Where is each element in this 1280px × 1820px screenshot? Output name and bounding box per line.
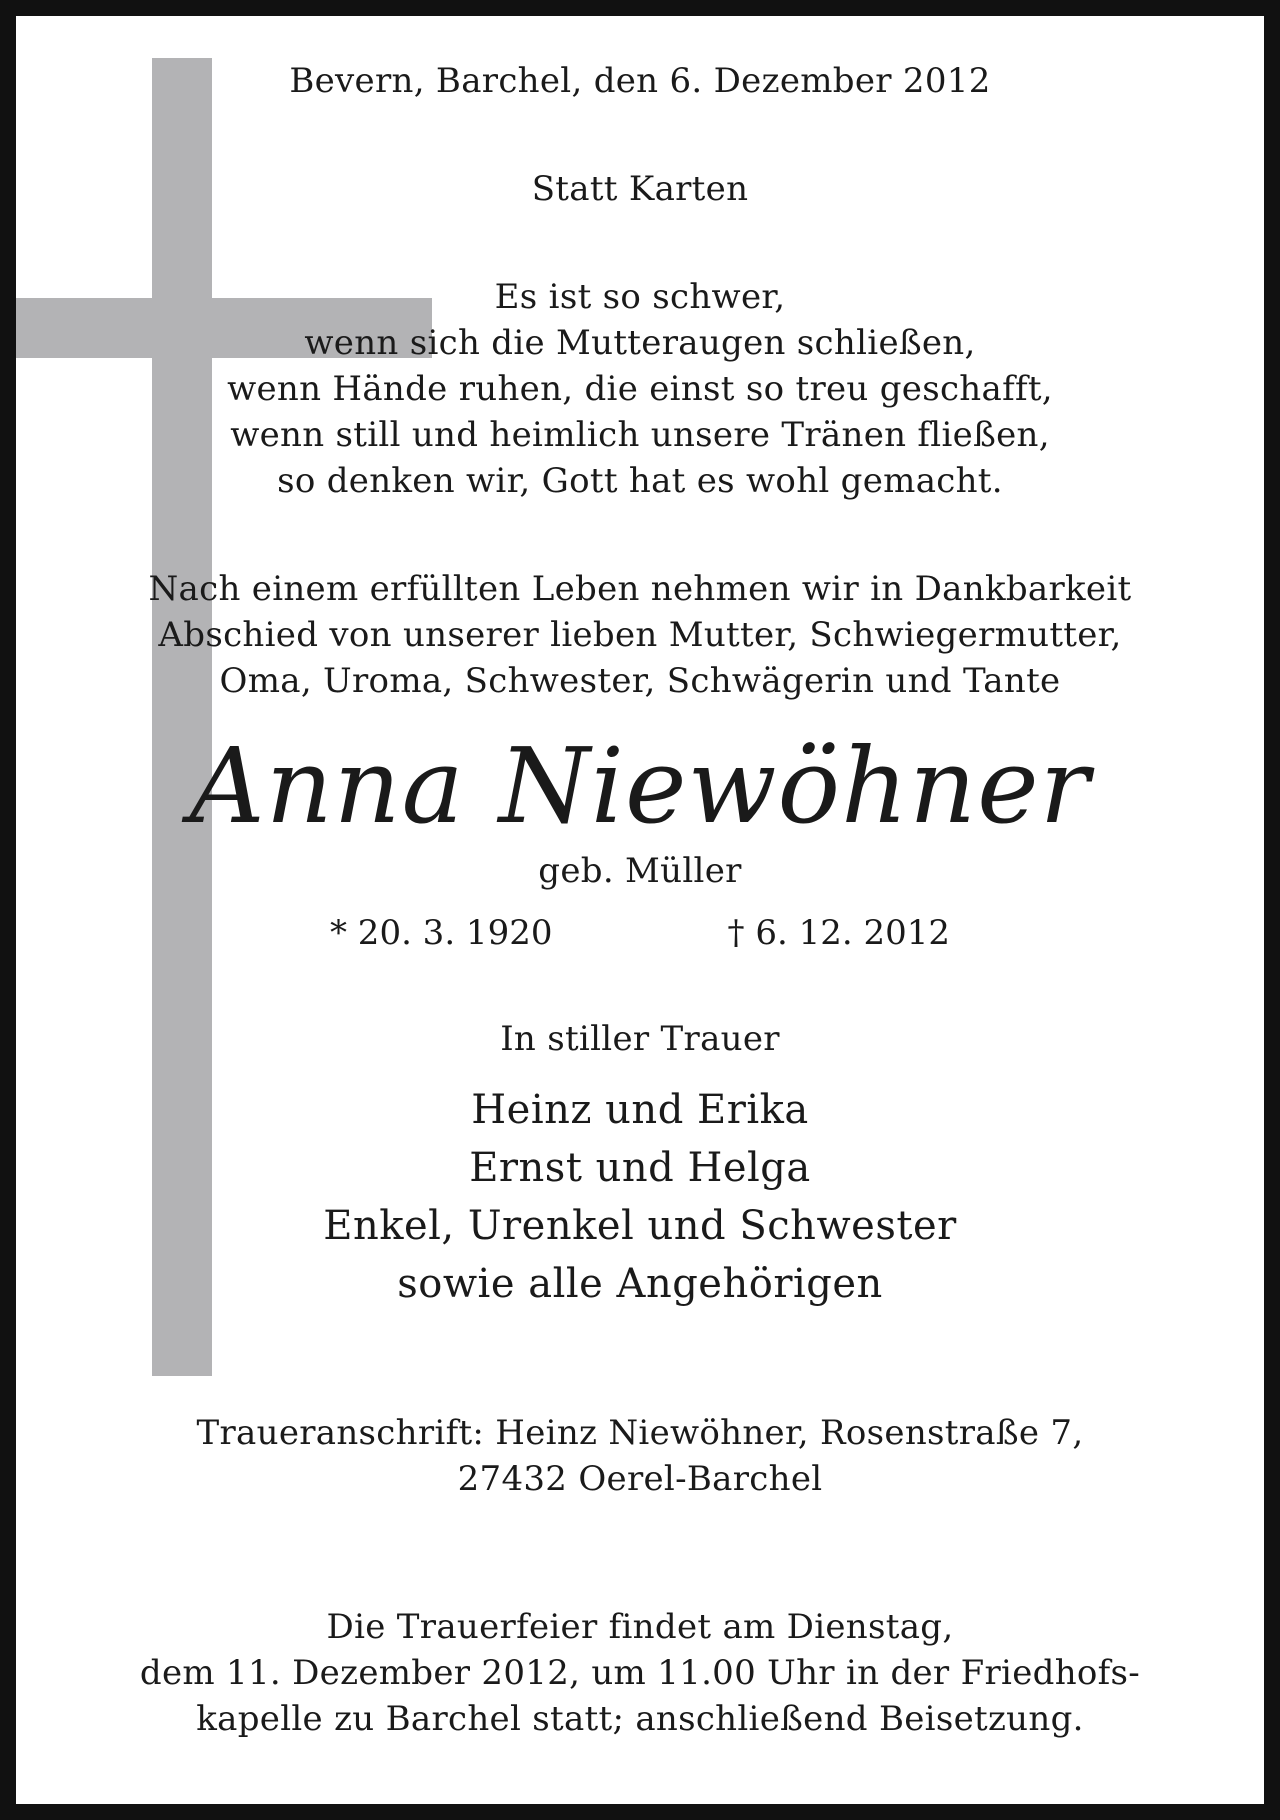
address-line: Traueranschrift: Heinz Niewöhner, Rosenstraße 7, [196, 1413, 1084, 1453]
place-date: Bevern, Barchel, den 6. Dezember 2012 [289, 61, 991, 101]
address-line: 27432 Oerel-Barchel [457, 1459, 823, 1499]
family-line: Ernst und Helga [469, 1145, 811, 1191]
mourning-heading: In stiller Trauer [500, 1019, 780, 1059]
ceremony-line: dem 11. Dezember 2012, um 11.00 Uhr in der Friedhofs- [139, 1653, 1141, 1693]
family-line: Heinz und Erika [471, 1087, 809, 1133]
poem-line: Es ist so schwer, [494, 277, 786, 317]
poem-line: wenn Hände ruhen, die einst so treu geschafft, [227, 369, 1053, 409]
family-line: sowie alle Angehörigen [397, 1261, 883, 1307]
intro-line: Nach einem erfüllten Leben nehmen wir in Dankbarkeit [148, 569, 1132, 609]
intro-line: Abschied von unserer lieben Mutter, Schwiegermutter, [158, 615, 1122, 655]
poem-line: wenn sich die Mutteraugen schließen, [304, 323, 976, 363]
family-line: Enkel, Urenkel und Schwester [323, 1203, 957, 1249]
death-date: † 6. 12. 2012 [727, 913, 950, 953]
birth-date: * 20. 3. 1920 [330, 913, 553, 953]
poem-line: wenn still und heimlich unsere Tränen fließen, [230, 415, 1050, 455]
statt-karten: Statt Karten [531, 169, 749, 209]
deceased-name: Anna Niewöhner [189, 725, 1091, 847]
intro-line: Oma, Uroma, Schwester, Schwägerin und Tante [219, 661, 1061, 701]
birth-name: geb. Müller [538, 851, 742, 891]
ceremony-line: kapelle zu Barchel statt; anschließend Beisetzung. [196, 1699, 1084, 1739]
ceremony-line: Die Trauerfeier findet am Dienstag, [326, 1607, 954, 1647]
poem-line: so denken wir, Gott hat es wohl gemacht. [277, 461, 1003, 501]
